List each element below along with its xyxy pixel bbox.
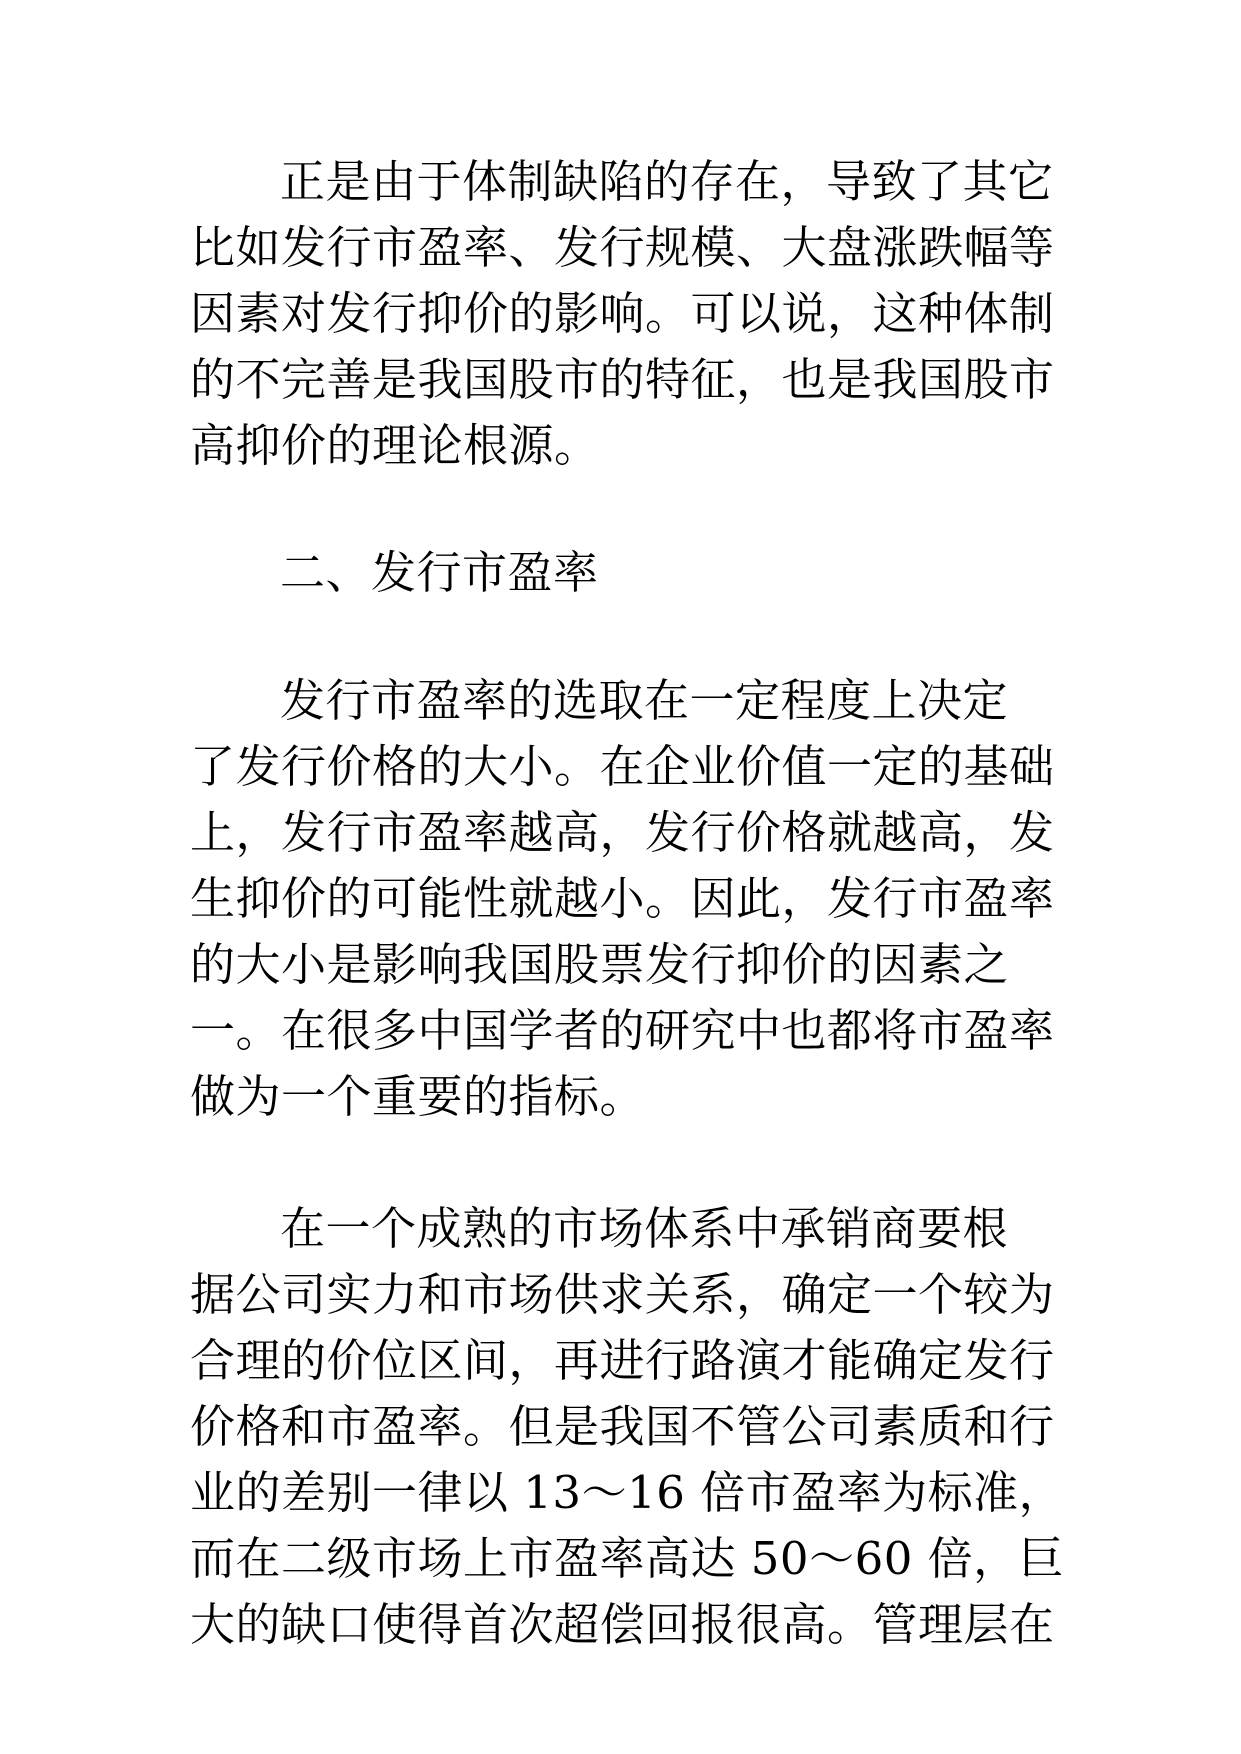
section-heading: 二、发行市盈率 — [280, 546, 599, 599]
paragraph-2-line-2: 了发行价格的大小。在企业价值一定的基础 — [190, 740, 1055, 793]
paragraph-1-line-2: 比如发行市盈率、发行规模、大盘涨跌幅等 — [190, 221, 1055, 274]
paragraph-2-line-3: 上，发行市盈率越高，发行价格就越高，发 — [190, 806, 1055, 859]
paragraph-1-line-4: 的不完善是我国股市的特征，也是我国股市 — [190, 353, 1055, 406]
paragraph-3-line-7: 大的缺口使得首次超偿回报很高。管理层在 — [190, 1598, 1055, 1651]
paragraph-2-line-7: 做为一个重要的指标。 — [190, 1070, 646, 1123]
paragraph-1-line-3: 因素对发行抑价的影响。可以说，这种体制 — [190, 287, 1055, 340]
paragraph-2-line-5: 的大小是影响我国股票发行抑价的因素之 — [190, 938, 1010, 991]
paragraph-2-line-6: 一。在很多中国学者的研究中也都将市盈率 — [190, 1004, 1055, 1057]
paragraph-1-line-1: 正是由于体制缺陷的存在，导致了其它 — [280, 155, 1054, 208]
paragraph-3-line-5: 业的差别一律以 13～16 倍市盈率为标准， — [190, 1466, 1065, 1519]
paragraph-2-line-1: 发行市盈率的选取在一定程度上决定 — [280, 674, 1009, 727]
paragraph-3-line-3: 合理的价位区间，再进行路演才能确定发行 — [190, 1334, 1055, 1387]
paragraph-1-line-5: 高抑价的理论根源。 — [190, 419, 600, 472]
paragraph-3-line-2: 据公司实力和市场供求关系，确定一个较为 — [190, 1268, 1055, 1321]
paragraph-2-line-4: 生抑价的可能性就越小。因此，发行市盈率 — [190, 872, 1055, 925]
paragraph-3-line-4: 价格和市盈率。但是我国不管公司素质和行 — [190, 1400, 1055, 1453]
paragraph-3-line-1: 在一个成熟的市场体系中承销商要根 — [280, 1202, 1009, 1255]
paragraph-3-line-6: 而在二级市场上市盈率高达 50～60 倍，巨 — [190, 1532, 1065, 1585]
